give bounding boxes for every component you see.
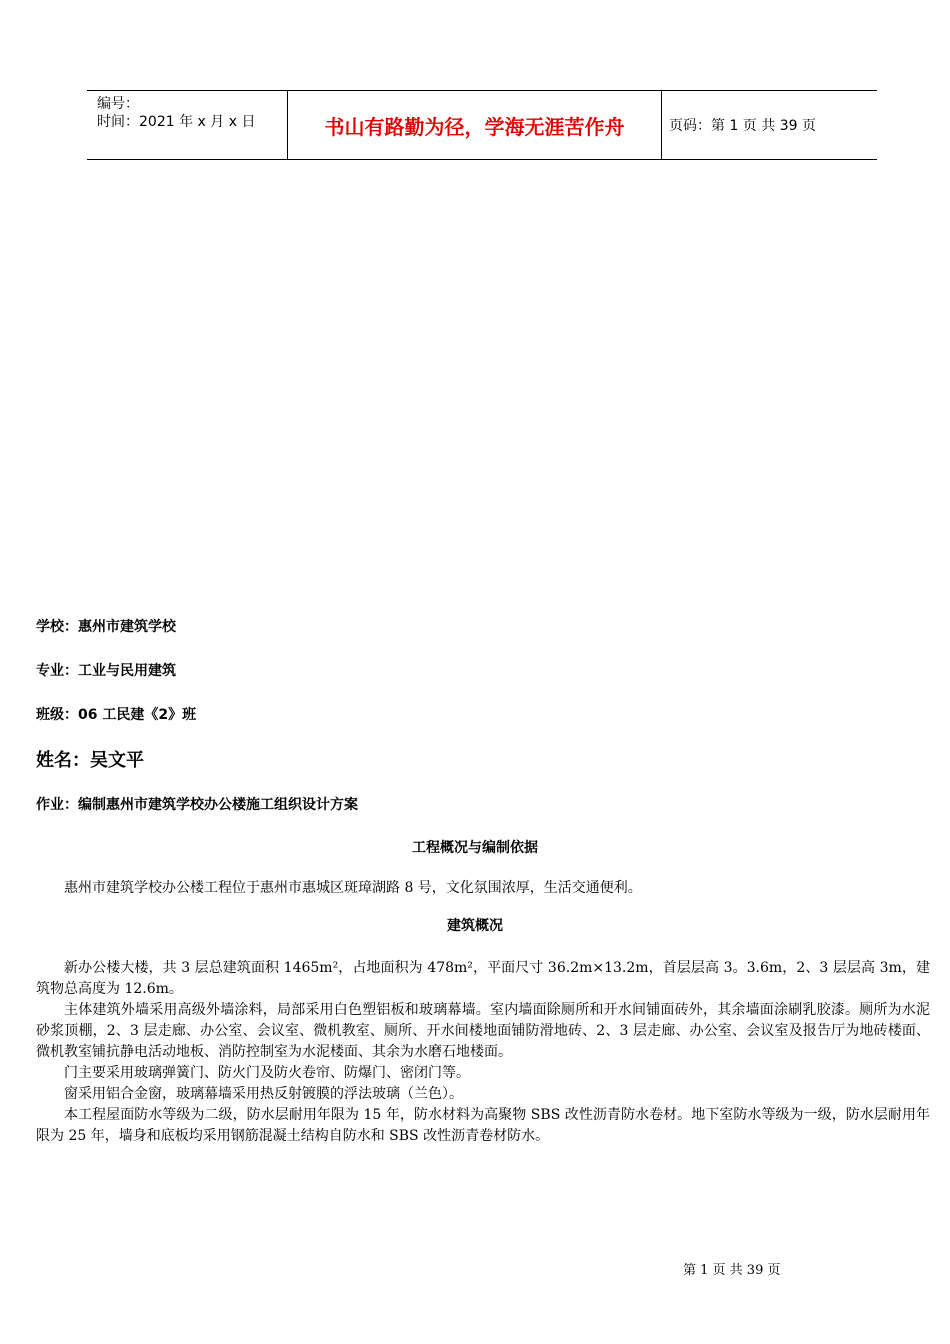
- page-footer: 第 1 页 共 39 页: [683, 1263, 781, 1278]
- paragraph: 惠州市建筑学校办公楼工程位于惠州市惠城区斑璋湖路 8 号，文化氛围浓厚，生活交通便利。: [64, 880, 642, 896]
- major-field: 专业：工业与民用建筑: [36, 663, 176, 679]
- building-text: [36, 958, 930, 1147]
- header-meta: [87, 91, 288, 159]
- section-title-building: 建筑概况: [447, 918, 503, 934]
- date-text: 时间：2021 年 x 月 x 日: [97, 114, 256, 130]
- serial-number: 编号：: [97, 96, 139, 112]
- student-name-field: 姓名：吴文平: [36, 750, 144, 771]
- header-page-number: 页码：第 1 页 共 39 页: [669, 118, 816, 134]
- paragraph: 本工程屋面防水等级为二级，防水层耐用年限为 15 年，防水材料为高聚物 SBS 改性沥青防水卷材。地下室防水等级为一级，防水层耐用年限为 25 年，墙身和底板均采用钢筋混凝土结构自防水和 SBS 改性沥青卷材防水。: [36, 1107, 930, 1144]
- header-motto: 书山有路勤为径，学海无涯苦作舟: [288, 91, 662, 159]
- assignment-field: 作业：编制惠州市建筑学校办公楼施工组织设计方案: [36, 797, 358, 813]
- overview-text: [36, 878, 930, 899]
- paragraph: 新办公楼大楼，共 3 层总建筑面积 1465m²，占地面积为 478m²，平面尺寸 36.2m×13.2m，首层层高 3。3.6m，2、3 层层高 3m，建筑物总高度为 12.6m。: [36, 960, 930, 997]
- class-field: 班级：06 工民建《2》班: [36, 707, 197, 723]
- paragraph: 主体建筑外墙采用高级外墙涂料，局部采用白色塑铝板和玻璃幕墙。室内墙面除厕所和开水间铺面砖外，其余墙面涂刷乳胶漆。厕所为水泥砂浆顶棚，2、3 层走廊、办公室、会议室、微机教室、厕所、开水间楼地面铺防滑地砖、2、3 层走廊、办公室、会议室及报告厅为地砖楼面、微机教室铺抗静电活动地板、消防控制室为水泥楼面、其余为水磨石地楼面。: [36, 1002, 930, 1060]
- school-field: 学校：惠州市建筑学校: [36, 619, 176, 635]
- section-title-overview: 工程概况与编制依据: [412, 840, 538, 856]
- page-header: [87, 90, 877, 160]
- paragraph: 门主要采用玻璃弹簧门、防火门及防火卷帘、防爆门、密闭门等。: [64, 1065, 470, 1081]
- paragraph: 窗采用铝合金窗，玻璃幕墙采用热反射镀膜的浮法玻璃（兰色）。: [64, 1086, 463, 1102]
